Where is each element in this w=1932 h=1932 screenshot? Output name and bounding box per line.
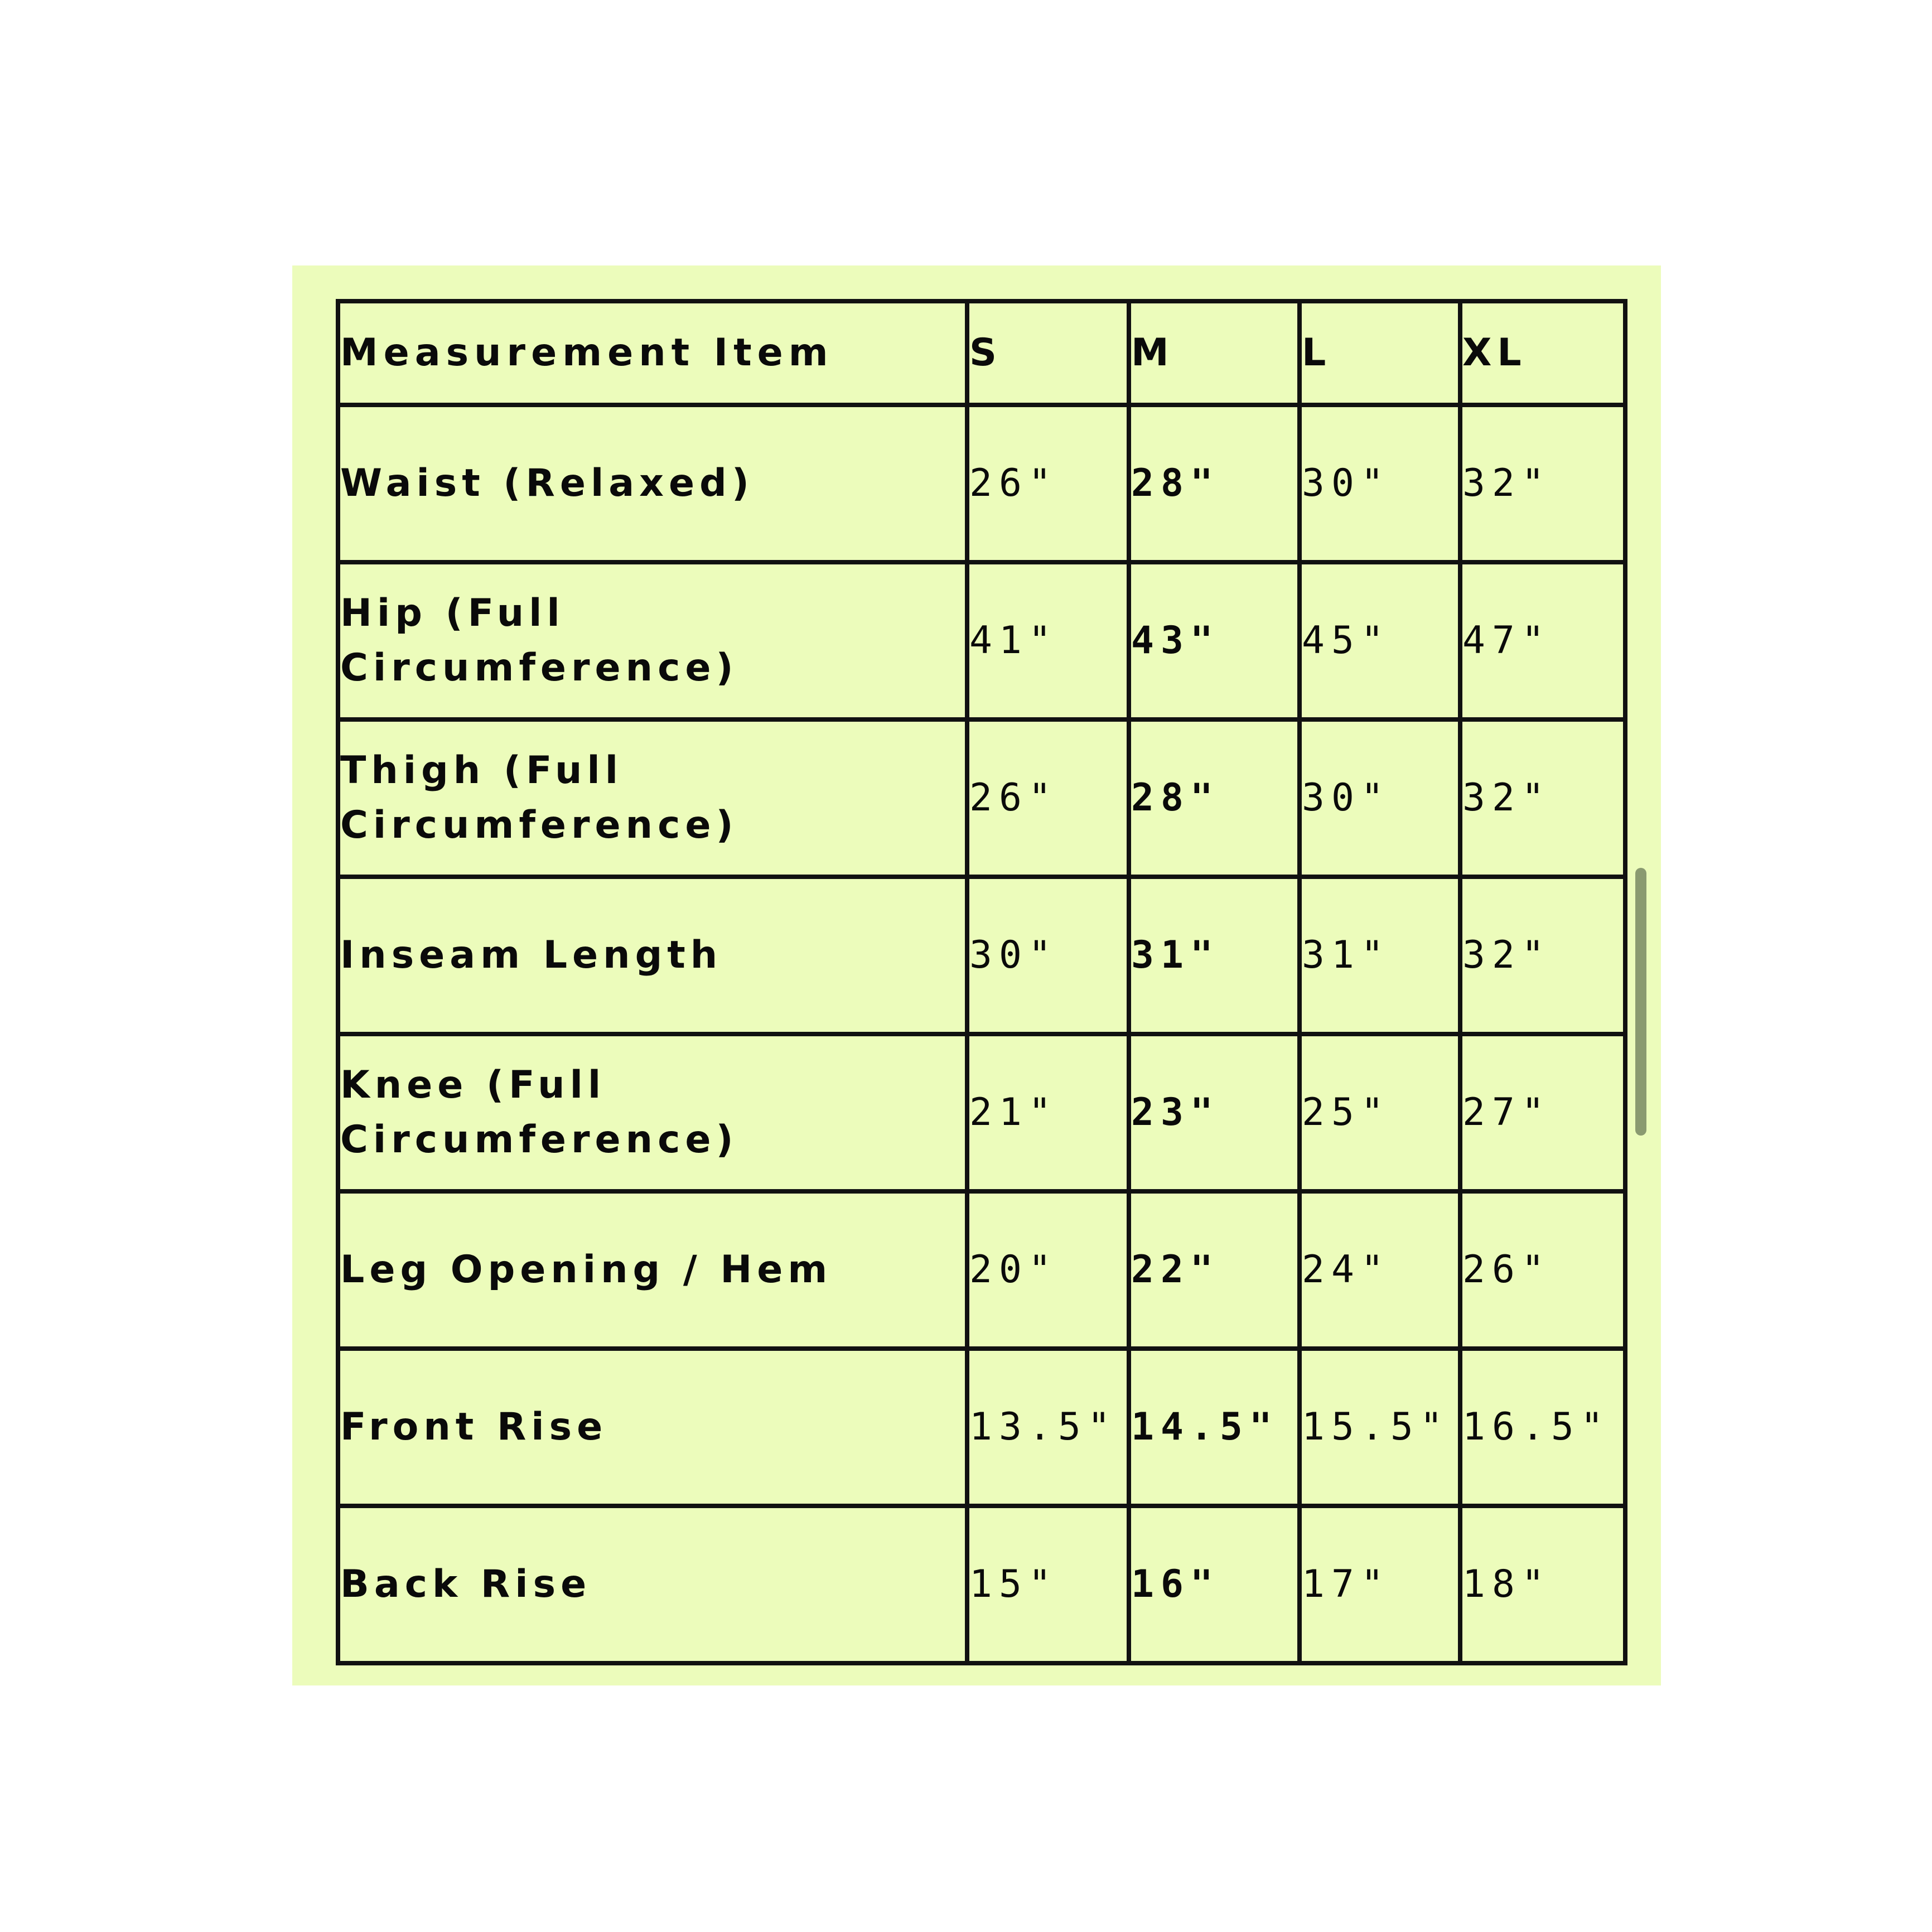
header-size-s: S: [967, 301, 1129, 405]
value-s: 20": [967, 1191, 1129, 1349]
value-xl: 32": [1460, 405, 1625, 562]
value-l: 25": [1300, 1034, 1460, 1191]
value-xl: 27": [1460, 1034, 1625, 1191]
value-m: 43": [1129, 562, 1300, 719]
row-label-inseam: Inseam Length: [338, 877, 967, 1034]
row-label-back-rise: Back Rise: [338, 1506, 967, 1663]
table-row: [338, 562, 1625, 719]
value-s: 30": [967, 877, 1129, 1034]
table-row: [338, 1349, 1625, 1506]
value-s: 41": [967, 562, 1129, 719]
table-row: [338, 1034, 1625, 1191]
value-m: 14.5": [1129, 1349, 1300, 1506]
value-s: 26": [967, 405, 1129, 562]
value-s: 15": [967, 1506, 1129, 1663]
value-l: 15.5": [1300, 1349, 1460, 1506]
size-chart-table: [336, 299, 1627, 1665]
value-m: 23": [1129, 1034, 1300, 1191]
header-measurement-item: Measurement Item: [338, 301, 967, 405]
value-l: 31": [1300, 877, 1460, 1034]
value-l: 17": [1300, 1506, 1460, 1663]
header-size-xl: XL: [1460, 301, 1625, 405]
row-label-knee: Knee (Full Circumference): [338, 1034, 967, 1191]
size-chart-panel: [292, 265, 1661, 1685]
value-xl: 32": [1460, 719, 1625, 877]
value-m: 22": [1129, 1191, 1300, 1349]
header-size-l: L: [1300, 301, 1460, 405]
table-row: [338, 877, 1625, 1034]
row-label-waist: Waist (Relaxed): [338, 405, 967, 562]
value-s: 21": [967, 1034, 1129, 1191]
value-xl: 16.5": [1460, 1349, 1625, 1506]
value-l: 30": [1300, 405, 1460, 562]
table-row: [338, 405, 1625, 562]
row-label-front-rise: Front Rise: [338, 1349, 967, 1506]
value-m: 28": [1129, 405, 1300, 562]
table-row: [338, 719, 1625, 877]
value-l: 30": [1300, 719, 1460, 877]
value-s: 26": [967, 719, 1129, 877]
row-label-leg-opening: Leg Opening / Hem: [338, 1191, 967, 1349]
value-l: 45": [1300, 562, 1460, 719]
value-m: 31": [1129, 877, 1300, 1034]
value-xl: 18": [1460, 1506, 1625, 1663]
value-s: 13.5": [967, 1349, 1129, 1506]
header-size-m: M: [1129, 301, 1300, 405]
row-label-hip: Hip (Full Circumference): [338, 562, 967, 719]
value-l: 24": [1300, 1191, 1460, 1349]
value-m: 16": [1129, 1506, 1300, 1663]
value-xl: 26": [1460, 1191, 1625, 1349]
value-xl: 32": [1460, 877, 1625, 1034]
header-row: [338, 301, 1625, 405]
table-row: [338, 1191, 1625, 1349]
row-label-thigh: Thigh (Full Circumference): [338, 719, 967, 877]
vertical-scrollbar-thumb[interactable]: [1635, 868, 1646, 1136]
value-m: 28": [1129, 719, 1300, 877]
table-row: [338, 1506, 1625, 1663]
value-xl: 47": [1460, 562, 1625, 719]
